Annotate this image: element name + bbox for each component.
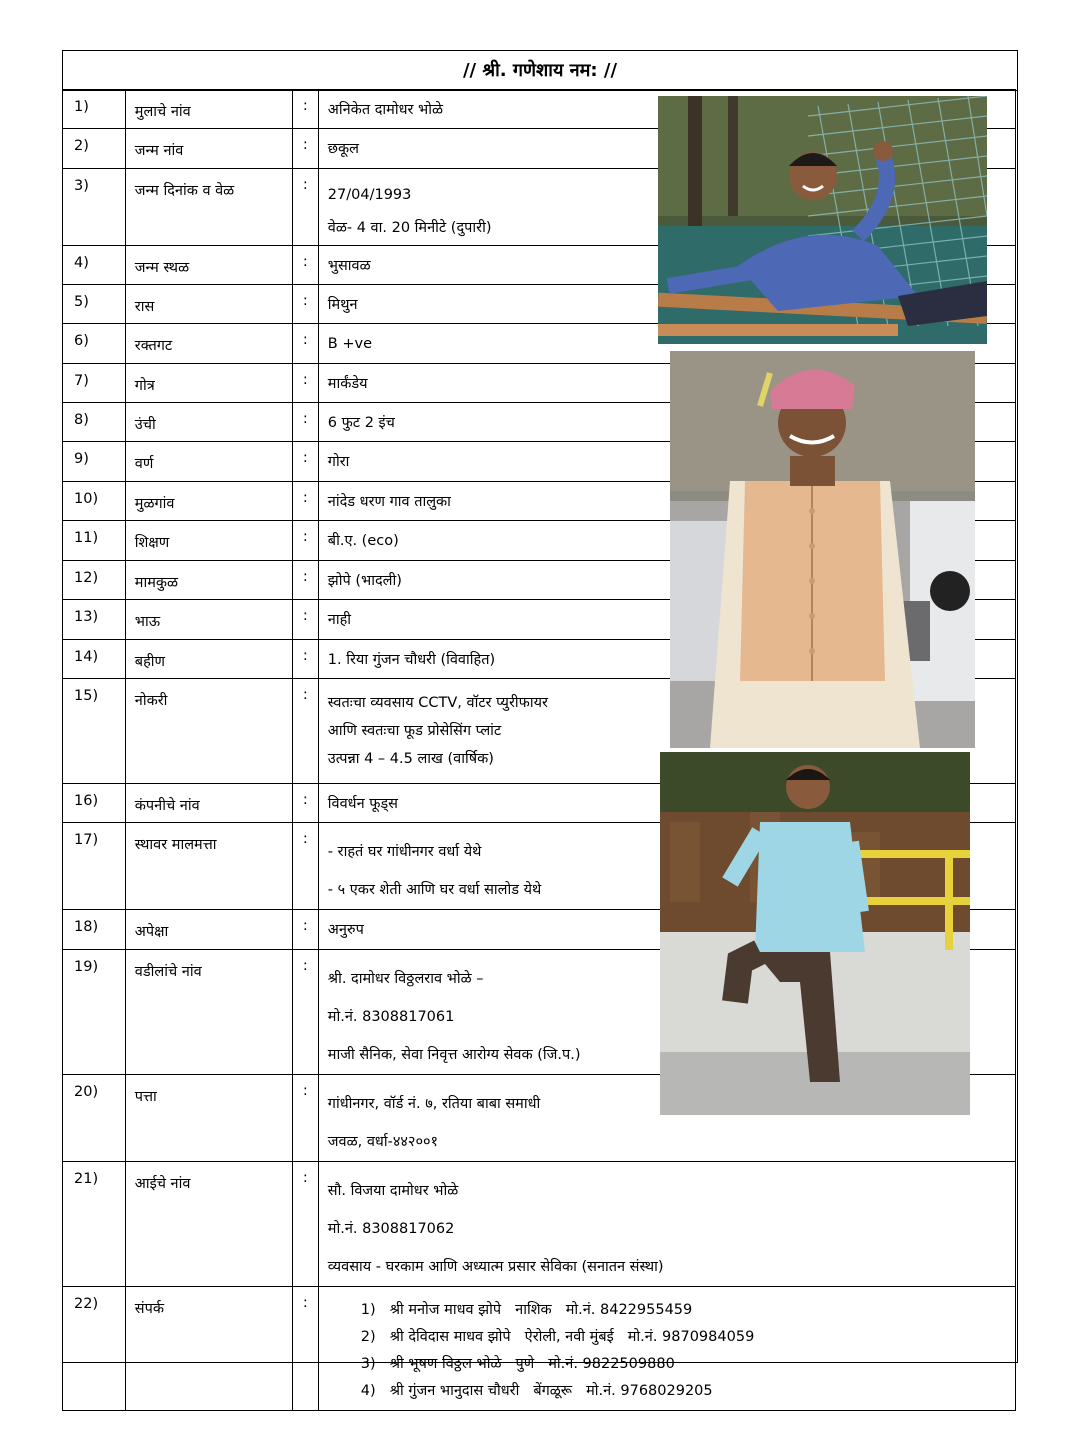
- row-number: 15): [63, 679, 126, 784]
- row-number: 13): [63, 600, 126, 640]
- row-separator: :: [292, 561, 318, 600]
- value-line: गोरा: [327, 454, 350, 470]
- contact-phone: मो.नं. 9768029205: [586, 1383, 713, 1399]
- row-separator: :: [292, 521, 318, 561]
- value-line: स्वतःचा व्यवसाय CCTV, वॉटर प्युरीफायर: [327, 695, 548, 711]
- value-line: उत्पन्ना 4 – 4.5 लाख (वार्षिक): [327, 751, 494, 767]
- row-label: मामकुळ: [125, 561, 292, 600]
- page-title: // श्री. गणेशाय नम: //: [63, 51, 1017, 91]
- row-label: शिक्षण: [125, 521, 292, 561]
- contact-place: पुणे: [515, 1356, 535, 1372]
- row-number: 20): [63, 1075, 126, 1162]
- contact-place: बेंगळूरू: [533, 1383, 573, 1399]
- contact-n: 1): [360, 1302, 376, 1318]
- row-separator: :: [292, 950, 318, 1075]
- value-line: 27/04/1993: [327, 187, 412, 203]
- row-separator: :: [292, 823, 318, 910]
- contact-n: 2): [360, 1329, 376, 1345]
- contact-phone: मो.नं. 9870984059: [627, 1329, 755, 1345]
- row-label: मुलाचे नांव: [125, 90, 292, 129]
- value-line: जवळ, वर्धा-४४२००१: [327, 1134, 439, 1150]
- row-label: पत्ता: [125, 1075, 292, 1162]
- row-label: भाऊ: [125, 600, 292, 640]
- row-separator: :: [292, 442, 318, 482]
- row-number: 7): [63, 364, 126, 403]
- value-line: अनुरुप: [327, 922, 364, 938]
- row-number: 3): [63, 169, 126, 246]
- row-separator: :: [292, 910, 318, 950]
- contact-name: श्री गुंजन भानुदास चौधरी: [389, 1383, 520, 1399]
- value-line: मो.नं. 8308817061: [327, 1009, 455, 1025]
- value-line: सौ. विजया दामोधर भोळे: [327, 1183, 459, 1199]
- row-label: अपेक्षा: [125, 910, 292, 950]
- row-number: 16): [63, 784, 126, 823]
- row-separator: :: [292, 1075, 318, 1162]
- contact-phone: मो.नं. 9822509880: [548, 1356, 675, 1372]
- detail-row-mother: [63, 1162, 1016, 1287]
- row-separator: :: [292, 482, 318, 521]
- contact-name: श्री मनोज माधव झोपे: [389, 1302, 502, 1318]
- value-line: गांधीनगर, वॉर्ड नं. ७, रतिया बाबा समाधी: [327, 1096, 541, 1112]
- contact-item: [361, 1324, 1015, 1351]
- row-label: आईचे नांव: [125, 1162, 292, 1287]
- value-line: वेळ- 4 वा. 20 मिनीटे (दुपारी): [327, 220, 492, 236]
- contact-phone: मो.नं. 8422955459: [565, 1302, 693, 1318]
- row-number: 21): [63, 1162, 126, 1287]
- row-label: बहीण: [125, 640, 292, 679]
- contact-name: श्री भूषण विठ्ठल भोळे: [389, 1356, 502, 1372]
- row-value: [318, 1162, 1015, 1287]
- row-separator: :: [292, 364, 318, 403]
- row-separator: :: [292, 246, 318, 285]
- value-line: बी.ए. (eco): [327, 533, 399, 549]
- row-number: 2): [63, 129, 126, 169]
- row-number: 18): [63, 910, 126, 950]
- contact-item: [361, 1378, 1015, 1405]
- value-line: 6 फुट 2 इंच: [327, 415, 395, 431]
- value-line: मिथुन: [327, 297, 358, 313]
- value-line: 1. रिया गुंजन चौधरी (विवाहित): [327, 652, 496, 668]
- value-line: B +ve: [327, 336, 373, 352]
- value-line: व्यवसाय - घरकाम आणि अध्यात्म प्रसार सेविका (सनातन संस्था): [327, 1259, 664, 1275]
- row-label: कंपनीचे नांव: [125, 784, 292, 823]
- value-line: अनिकेत दामोधर भोळे: [327, 102, 443, 118]
- contact-item: [361, 1351, 1015, 1378]
- value-line: आणि स्वतःचा फूड प्रोसेसिंग प्लांट: [327, 723, 502, 739]
- row-number: 12): [63, 561, 126, 600]
- row-separator: :: [292, 403, 318, 442]
- row-separator: :: [292, 784, 318, 823]
- contact-n: 4): [360, 1383, 376, 1399]
- photo-hammock: [658, 96, 987, 344]
- row-separator: :: [292, 640, 318, 679]
- value-line: माजी सैनिक, सेवा निवृत्त आरोग्य सेवक (जि.प.): [327, 1047, 581, 1063]
- row-label: जन्म दिनांक व वेळ: [125, 169, 292, 246]
- row-label: स्थावर मालमत्ता: [125, 823, 292, 910]
- row-label: रास: [125, 285, 292, 324]
- row-number: 11): [63, 521, 126, 561]
- contact-n: 3): [360, 1356, 376, 1372]
- row-number: 10): [63, 482, 126, 521]
- row-label: वडीलांचे नांव: [125, 950, 292, 1075]
- row-separator: :: [292, 679, 318, 784]
- row-label: गोत्र: [125, 364, 292, 403]
- value-line: - राहतं घर गांधीनगर वर्धा येथे: [327, 844, 482, 860]
- value-line: विवर्धन फूड्स: [327, 796, 398, 812]
- row-separator: :: [292, 169, 318, 246]
- photo-railing: [660, 752, 970, 1115]
- value-line: - ५ एकर शेती आणि घर वर्धा सालोड येथे: [327, 882, 542, 898]
- contact-list: [318, 1287, 1015, 1411]
- row-number: 17): [63, 823, 126, 910]
- value-line: नाही: [327, 612, 352, 628]
- row-label: नोकरी: [125, 679, 292, 784]
- row-label: जन्म नांव: [125, 129, 292, 169]
- contact-name: श्री देविदास माधव झोपे: [389, 1329, 511, 1345]
- row-label: वर्ण: [125, 442, 292, 482]
- row-number: 5): [63, 285, 126, 324]
- value-line: भुसावळ: [327, 258, 371, 274]
- contacts: [328, 1297, 1015, 1405]
- row-label: जन्म स्थळ: [125, 246, 292, 285]
- row-label: उंची: [125, 403, 292, 442]
- value-line: मार्कंडेय: [327, 376, 368, 392]
- contact-item: [361, 1297, 1015, 1324]
- value-line: मो.नं. 8308817062: [327, 1221, 455, 1237]
- row-number: 6): [63, 324, 126, 364]
- value-line: छकूल: [327, 141, 359, 157]
- row-number: 22): [63, 1287, 126, 1411]
- value-line: श्री. दामोधर विठ्ठलराव भोळे –: [327, 971, 484, 987]
- row-number: 4): [63, 246, 126, 285]
- row-number: 19): [63, 950, 126, 1075]
- row-number: 14): [63, 640, 126, 679]
- value-line: नांदेड धरण गाव तालुका: [327, 494, 451, 510]
- detail-row-contact: [63, 1287, 1016, 1411]
- row-separator: :: [292, 285, 318, 324]
- row-label: मुळगांव: [125, 482, 292, 521]
- value-line: झोपे (भादली): [327, 573, 402, 589]
- row-number: 1): [63, 90, 126, 129]
- row-separator: :: [292, 129, 318, 169]
- row-number: 9): [63, 442, 126, 482]
- row-separator: :: [292, 1287, 318, 1411]
- contact-place: ऐरोली, नवी मुंबई: [524, 1329, 614, 1345]
- row-number: 8): [63, 403, 126, 442]
- row-label: रक्तगट: [125, 324, 292, 364]
- row-separator: :: [292, 1162, 318, 1287]
- photo-turban: [670, 351, 975, 748]
- contact-place: नाशिक: [515, 1302, 552, 1318]
- row-separator: :: [292, 600, 318, 640]
- row-separator: :: [292, 90, 318, 129]
- row-label: संपर्क: [125, 1287, 292, 1411]
- row-separator: :: [292, 324, 318, 364]
